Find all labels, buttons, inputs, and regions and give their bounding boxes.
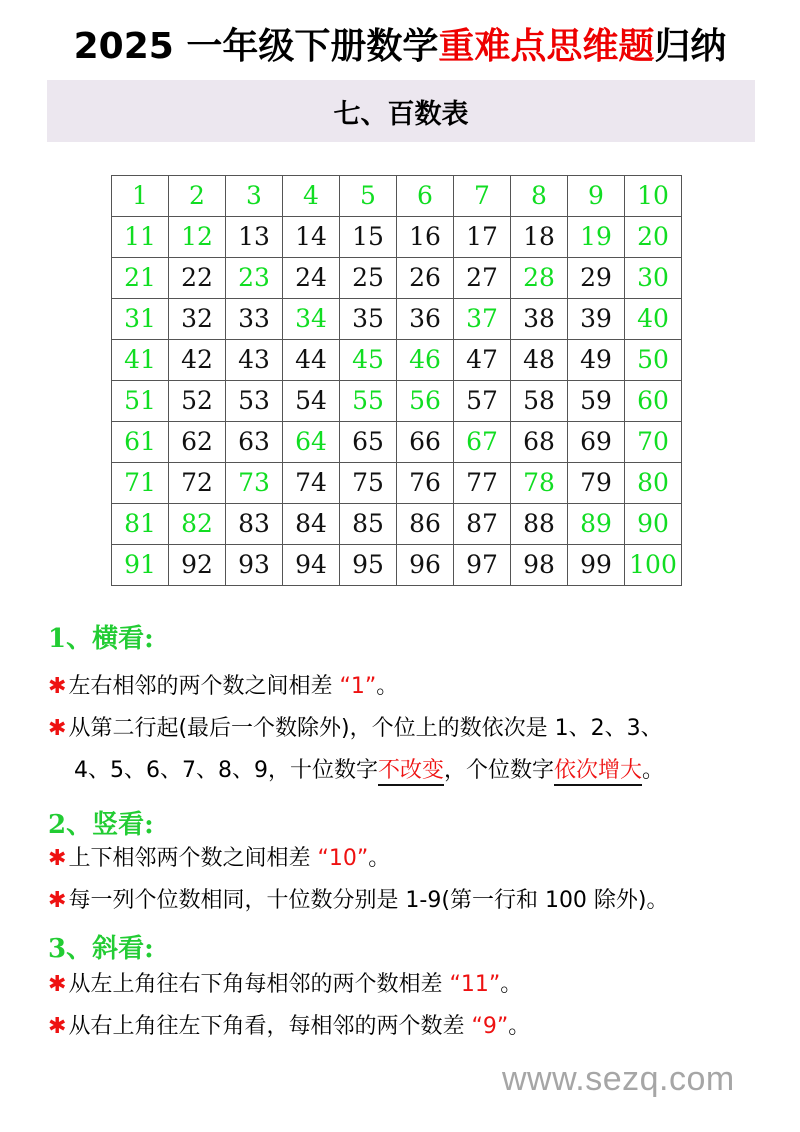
number-cell: 77: [454, 463, 511, 504]
number-cell: 69: [568, 422, 625, 463]
number-cell: 57: [454, 381, 511, 422]
number-cell: 1: [112, 176, 169, 217]
number-cell: 13: [226, 217, 283, 258]
text: 每一列个位数相同，十位数分别是 1-9(第一行和 100 除外)。: [68, 888, 669, 913]
text: 从右上角往左下角看，每相邻的两个数差: [68, 1014, 465, 1039]
number-cell: 63: [226, 422, 283, 463]
number-cell: 12: [169, 217, 226, 258]
number-cell: 80: [625, 463, 682, 504]
number-cell: 36: [397, 299, 454, 340]
number-cell: 62: [169, 422, 226, 463]
number-cell: 27: [454, 258, 511, 299]
number-cell: 61: [112, 422, 169, 463]
number-cell: 20: [625, 217, 682, 258]
underlined-highlight: 不改变: [378, 758, 444, 786]
horizontal-point-2: [48, 714, 663, 744]
table-row: [112, 422, 682, 463]
number-cell: 40: [625, 299, 682, 340]
number-cell: 53: [226, 381, 283, 422]
number-cell: 97: [454, 545, 511, 586]
number-cell: 28: [511, 258, 568, 299]
number-cell: 5: [340, 176, 397, 217]
star-bullet-icon: ✱: [48, 972, 67, 997]
number-cell: 47: [454, 340, 511, 381]
number-cell: 50: [625, 340, 682, 381]
number-cell: 21: [112, 258, 169, 299]
number-cell: 59: [568, 381, 625, 422]
number-cell: 78: [511, 463, 568, 504]
number-cell: 67: [454, 422, 511, 463]
page-title: [0, 22, 800, 72]
number-cell: 84: [283, 504, 340, 545]
table-row: [112, 545, 682, 586]
number-cell: 100: [625, 545, 682, 586]
number-cell: 86: [397, 504, 454, 545]
heading-diagonal: 3、斜看:: [48, 934, 154, 964]
hundred-chart-table: [111, 175, 682, 586]
number-cell: 51: [112, 381, 169, 422]
text: 上下相邻两个数之间相差: [68, 846, 311, 871]
number-cell: 43: [226, 340, 283, 381]
number-cell: 42: [169, 340, 226, 381]
number-cell: 95: [340, 545, 397, 586]
title-prefix: 2025 一年级下册数学: [73, 26, 439, 67]
number-cell: 33: [226, 299, 283, 340]
horizontal-point-2-cont: [74, 756, 664, 786]
table-row: [112, 381, 682, 422]
text: 。: [642, 758, 665, 783]
title-suffix: 归纳: [654, 26, 727, 67]
number-cell: 30: [625, 258, 682, 299]
text: ，个位数字: [444, 758, 555, 783]
number-cell: 73: [226, 463, 283, 504]
table-row: [112, 217, 682, 258]
number-cell: 76: [397, 463, 454, 504]
star-bullet-icon: ✱: [48, 716, 67, 741]
number-cell: 18: [511, 217, 568, 258]
number-cell: 44: [283, 340, 340, 381]
number-cell: 37: [454, 299, 511, 340]
number-cell: 22: [169, 258, 226, 299]
section-title: 七、百数表: [333, 98, 469, 130]
number-cell: 11: [112, 217, 169, 258]
number-cell: 92: [169, 545, 226, 586]
number-cell: 72: [169, 463, 226, 504]
number-cell: 74: [283, 463, 340, 504]
text: 左右相邻的两个数之间相差: [68, 674, 333, 699]
number-cell: 81: [112, 504, 169, 545]
text: 从第二行起(最后一个数除外)，个位上的数依次是 1、2、3、: [68, 716, 663, 741]
underlined-highlight: 依次增大: [554, 758, 642, 786]
number-cell: 8: [511, 176, 568, 217]
number-cell: 75: [340, 463, 397, 504]
text: 。: [376, 674, 399, 699]
star-bullet-icon: ✱: [48, 674, 67, 699]
number-cell: 19: [568, 217, 625, 258]
star-bullet-icon: ✱: [48, 846, 67, 871]
number-cell: 68: [511, 422, 568, 463]
diagonal-point-1: [48, 970, 522, 1000]
number-cell: 83: [226, 504, 283, 545]
watermark: www.sezq.com: [502, 1060, 735, 1098]
vertical-point-1: [48, 844, 390, 874]
number-cell: 41: [112, 340, 169, 381]
number-cell: 56: [397, 381, 454, 422]
table-row: [112, 463, 682, 504]
number-cell: 15: [340, 217, 397, 258]
horizontal-point-1: [48, 672, 398, 702]
diagonal-point-2: [48, 1012, 530, 1042]
number-cell: 91: [112, 545, 169, 586]
number-cell: 24: [283, 258, 340, 299]
text: 。: [508, 1014, 531, 1039]
number-cell: 89: [568, 504, 625, 545]
number-cell: 99: [568, 545, 625, 586]
section-title-band: [47, 80, 755, 142]
number-cell: 60: [625, 381, 682, 422]
number-cell: 29: [568, 258, 625, 299]
title-highlight: 重难点思维题: [438, 26, 655, 67]
heading-vertical: 2、竖看:: [48, 810, 154, 840]
number-cell: 96: [397, 545, 454, 586]
number-cell: 9: [568, 176, 625, 217]
number-cell: 48: [511, 340, 568, 381]
number-cell: 87: [454, 504, 511, 545]
number-cell: 49: [568, 340, 625, 381]
number-cell: 46: [397, 340, 454, 381]
table-row: [112, 258, 682, 299]
number-cell: 39: [568, 299, 625, 340]
highlight-value: “1”: [339, 674, 377, 699]
number-cell: 23: [226, 258, 283, 299]
number-cell: 98: [511, 545, 568, 586]
number-cell: 3: [226, 176, 283, 217]
number-cell: 70: [625, 422, 682, 463]
number-cell: 2: [169, 176, 226, 217]
number-cell: 25: [340, 258, 397, 299]
highlight-value: “11”: [449, 972, 501, 997]
number-cell: 71: [112, 463, 169, 504]
number-cell: 52: [169, 381, 226, 422]
vertical-point-2: [48, 886, 669, 916]
number-cell: 34: [283, 299, 340, 340]
number-cell: 6: [397, 176, 454, 217]
number-cell: 38: [511, 299, 568, 340]
number-cell: 31: [112, 299, 169, 340]
number-cell: 17: [454, 217, 511, 258]
number-cell: 35: [340, 299, 397, 340]
number-cell: 66: [397, 422, 454, 463]
star-bullet-icon: ✱: [48, 1014, 67, 1039]
number-cell: 54: [283, 381, 340, 422]
number-cell: 93: [226, 545, 283, 586]
number-cell: 94: [283, 545, 340, 586]
number-cell: 85: [340, 504, 397, 545]
highlight-value: “9”: [471, 1014, 509, 1039]
number-cell: 14: [283, 217, 340, 258]
number-cell: 90: [625, 504, 682, 545]
table-row: [112, 176, 682, 217]
number-cell: 10: [625, 176, 682, 217]
number-cell: 32: [169, 299, 226, 340]
table-row: [112, 340, 682, 381]
number-cell: 45: [340, 340, 397, 381]
highlight-value: “10”: [317, 846, 369, 871]
text: 4、5、6、7、8、9，十位数字: [74, 758, 378, 783]
number-cell: 4: [283, 176, 340, 217]
number-cell: 16: [397, 217, 454, 258]
number-cell: 65: [340, 422, 397, 463]
number-cell: 88: [511, 504, 568, 545]
text: 。: [500, 972, 523, 997]
number-cell: 79: [568, 463, 625, 504]
star-bullet-icon: ✱: [48, 888, 67, 913]
table-row: [112, 504, 682, 545]
number-cell: 58: [511, 381, 568, 422]
number-cell: 55: [340, 381, 397, 422]
number-cell: 26: [397, 258, 454, 299]
table-row: [112, 299, 682, 340]
number-cell: 64: [283, 422, 340, 463]
number-cell: 82: [169, 504, 226, 545]
number-cell: 7: [454, 176, 511, 217]
text: 。: [368, 846, 391, 871]
heading-horizontal: 1、横看:: [48, 624, 154, 654]
text: 从左上角往右下角每相邻的两个数相差: [68, 972, 443, 997]
